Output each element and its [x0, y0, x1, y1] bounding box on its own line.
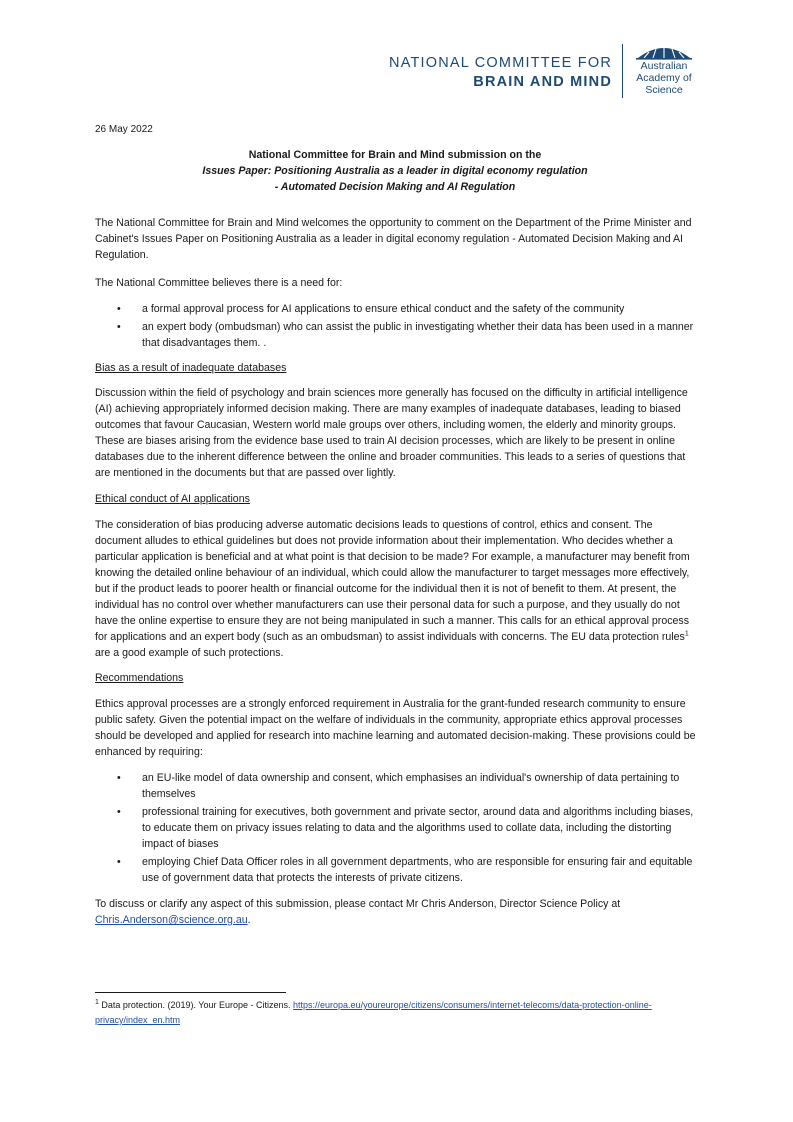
- bias-heading: [95, 360, 699, 376]
- recs-paragraph: [95, 696, 699, 760]
- title-line2: Issues Paper: Positioning Australia as a leader in digital economy regulation: [202, 165, 588, 177]
- section-heading: Ethical conduct of AI applications: [95, 493, 250, 505]
- academy-line3: Science: [645, 84, 683, 96]
- list-item-text: professional training for executives, both government and private sector, around data and algorithms including biases, to educate them on privacy issues relating to data and the algorithms used to collate data, including the distorting impact of biases: [142, 806, 694, 850]
- committee-name-line2: BRAIN AND MIND: [473, 74, 612, 90]
- bias-paragraph: [95, 385, 699, 481]
- list-item: [95, 804, 699, 852]
- footnote-mark: 1: [95, 999, 99, 1006]
- contact-paragraph: [95, 896, 699, 928]
- academy-line2: Academy of: [636, 72, 692, 84]
- footnote-link[interactable]: https://europa.eu/youreurope/citizens/consumers/internet-telecoms/data-protection-online-privacy/index_en.htm: [95, 1000, 652, 1025]
- recs-list: [95, 770, 699, 888]
- bullet-icon: •: [117, 772, 121, 784]
- contact-email-link[interactable]: Chris.Anderson@science.org.au: [95, 914, 248, 926]
- need-intro-text: The National Committee believes there is a need for:: [95, 277, 343, 289]
- footnote: [95, 998, 695, 1028]
- list-item-text: employing Chief Data Officer roles in all government departments, who are responsible for ensuring fair and equitable use of government data that protects the interests of private citizens.: [142, 856, 693, 884]
- section-text: Discussion within the field of psychology and brain sciences more generally has focused on the difficulty in artificial intelligence (AI) achieving appropriately informed decision making. There are many examples of inadequate databases, leading to biased outcomes that favour Caucasian, Western world male groups over others, including women, the elderly and minority groups. These are biases arising from the evidence base used to train AI decision processes, which are likely to be present in online databases due to the inherent difference between the online and broader communities. This leads to a series of questions that are mentioned in the documents but that are passed over lightly.: [95, 387, 688, 479]
- document-title: [95, 147, 695, 195]
- recs-heading: [95, 670, 699, 686]
- contact-text: [95, 896, 699, 928]
- ethics-text: The consideration of bias producing adverse automatic decisions leads to questions of control, ethics and consent. The document alludes to ethical guidelines but does not provide information about their implementation. Who decides whether a particular application is beneficial and at what point is that decision to be made? For example, a manufacturer may benefit from knowing the detailed online behaviour of an individual, which could allow the manufacturer to target messages more effectively, but if the product leads to poorer health or financial outcome for the individual then it is not of benefit to them. At present, the individual has no control over whether manufacturers can use their personal data for such a purpose, and they usually do not have the online expertise to ensure they are not being manipulated in such a manner. This calls for an ethical approval process for applications and an expert body (such as an ombudsman) to assist individuals with concerns. The EU data protection rules: [95, 519, 690, 643]
- academy-line1: Australian: [640, 60, 688, 72]
- ethics-heading: [95, 491, 699, 507]
- header-logo: [389, 44, 697, 98]
- footnote-ref[interactable]: 1: [684, 630, 689, 638]
- list-item-text: an expert body (ombudsman) who can assist the public in investigating whether their data has been used in a manner that disadvantages them. .: [142, 321, 694, 349]
- need-intro: [95, 275, 699, 291]
- footnote-divider: [95, 992, 286, 993]
- section-heading: Bias as a result of inadequate databases: [95, 362, 287, 374]
- title-line3: - Automated Decision Making and AI Regulation: [274, 181, 516, 193]
- header-divider: [622, 44, 623, 98]
- dome-icon: [635, 44, 693, 60]
- list-item: [95, 770, 699, 802]
- contact-end: .: [247, 914, 251, 926]
- contact-sentence: To discuss or clarify any aspect of this submission, please contact Mr Chris Anderson, Director Science Policy at: [95, 898, 621, 910]
- intro-paragraph: [95, 215, 699, 263]
- list-item-text: an EU-like model of data ownership and consent, which emphasises an individual's ownership of data pertaining to themselves: [142, 772, 680, 800]
- bullet-icon: •: [117, 321, 121, 333]
- bullet-icon: •: [117, 856, 121, 868]
- bullet-icon: •: [117, 806, 121, 818]
- section-heading: Recommendations: [95, 672, 184, 684]
- list-item: [95, 301, 699, 317]
- ethics-text-end: are a good example of such protections.: [95, 647, 284, 659]
- academy-logo: [631, 44, 697, 96]
- bullet-icon: •: [117, 303, 121, 315]
- list-item: [95, 854, 699, 886]
- document-date: 26 May 2022: [95, 124, 153, 135]
- footnote-text: Data protection. (2019). Your Europe - Citizens.: [98, 1000, 294, 1010]
- committee-name-line1: NATIONAL COMMITTEE FOR: [389, 55, 612, 71]
- committee-name: [389, 54, 612, 92]
- ethics-paragraph: [95, 517, 699, 661]
- intro-text: The National Committee for Brain and Mind welcomes the opportunity to comment on the Department of the Prime Minister and Cabinet's Issues Paper on Positioning Australia as a leader in digital economy regulation - Automated Decision Making and AI Regulation.: [95, 217, 692, 261]
- list-item-text: a formal approval process for AI applications to ensure ethical conduct and the safety of the community: [142, 303, 625, 315]
- list-item: [95, 319, 699, 351]
- need-list: [95, 301, 699, 353]
- section-text: Ethics approval processes are a strongly enforced requirement in Australia for the grant-funded research community to ensure public safety. Given the potential impact on the welfare of individuals in the community, appropriate ethics approval processes should be developed and applied for research into machine learning and automated decision-making. These provisions could be enhanced by requiring:: [95, 698, 696, 758]
- section-text: [95, 517, 699, 661]
- title-line1: National Committee for Brain and Mind submission on the: [248, 149, 542, 161]
